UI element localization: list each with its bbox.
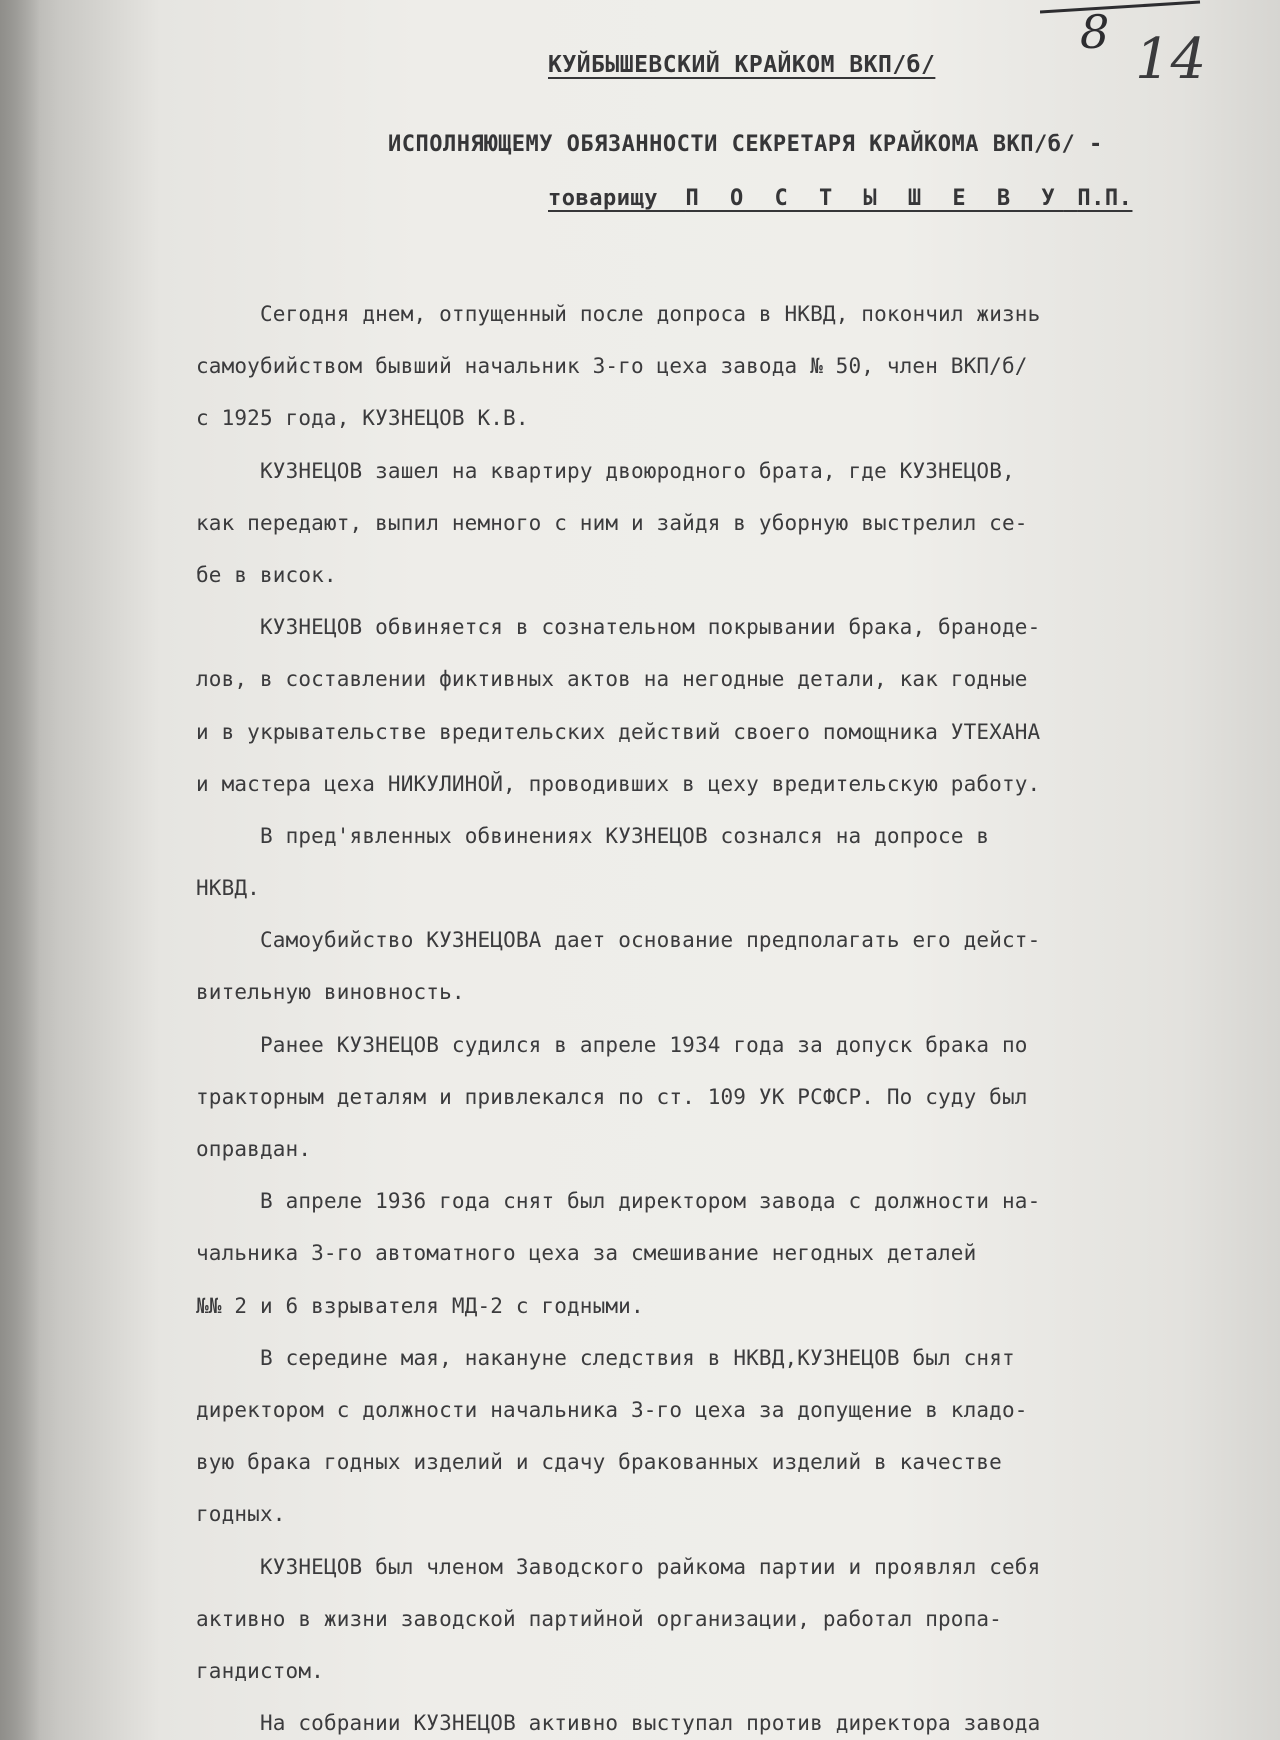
addressee-initials: П.П. xyxy=(1077,186,1133,211)
body-line: оправдан. xyxy=(196,1137,312,1161)
body-line: В апреле 1936 года снят был директором завода с должности на- xyxy=(260,1189,1041,1214)
page-number: 14 xyxy=(1135,27,1207,90)
body-line: №№ 2 и 6 взрывателя МД-2 с годными. xyxy=(196,1293,644,1318)
document-org-heading xyxy=(120,52,1280,78)
body-line: тракторным деталям и привлекался по ст. 109 УК РСФСР. По суду был xyxy=(196,1084,1028,1109)
body-line: вительную виновность. xyxy=(196,980,465,1005)
struck-page-number: 8 xyxy=(1080,5,1110,59)
body-line: КУЗНЕЦОВ обвиняется в сознательном покрывании брака, браноде- xyxy=(260,615,1041,640)
body-line: лов, в составлении фиктивных актов на негодные детали, как годные xyxy=(196,667,1028,692)
addressee-salutation: товарищу П О С Т Ы Ш Е В У П.П. xyxy=(548,186,1133,211)
body-line: Сегодня днем, отпущенный после допроса в НКВД, покончил жизнь xyxy=(260,302,1041,326)
body-line: как передают, выпил немного с ним и зайдя в уборную выстрелил се- xyxy=(196,510,1028,535)
body-line: с 1925 года, КУЗНЕЦОВ К.В. xyxy=(196,406,529,431)
body-line: гандистом. xyxy=(196,1658,324,1683)
body-line: самоубийством бывший начальник 3-го цеха завода № 50, член ВКП/б/ xyxy=(196,354,1028,379)
body-line: В середине мая, накануне следствия в НКВД,КУЗНЕЦОВ был снят xyxy=(260,1345,1015,1370)
addressee-surname: П О С Т Ы Ш Е В У xyxy=(685,186,1064,211)
org-name: КУЙБЫШЕВСКИЙ КРАЙКОМ ВКП/б/ xyxy=(548,52,936,78)
body-line: и в укрывательстве вредительских действий своего помощника УТЕХАНА xyxy=(196,719,1041,744)
body-line: НКВД. xyxy=(196,876,260,901)
body-line: чальника 3-го автоматного цеха за смешивание негодных деталей xyxy=(196,1241,977,1266)
body-line: Самоубийство КУЗНЕЦОВА дает основание предполагать его дейст- xyxy=(260,928,1041,953)
page-edge-shadow xyxy=(0,0,40,1740)
addressee-line xyxy=(0,132,1280,157)
body-line: На собрании КУЗНЕЦОВ активно выступал против директора завода xyxy=(260,1711,1041,1736)
body-line: КУЗНЕЦОВ зашел на квартиру двоюродного брата, где КУЗНЕЦОВ, xyxy=(260,458,1015,483)
document-body xyxy=(196,288,1266,1740)
body-line: директором с должности начальника 3-го цеха за допущение в кладо- xyxy=(196,1397,1028,1422)
body-line: годных. xyxy=(196,1502,286,1527)
body-line: В пред'явленных обвинениях КУЗНЕЦОВ сознался на допросе в xyxy=(260,823,990,848)
addressee-name-line xyxy=(0,186,1280,211)
body-line: вую брака годных изделий и сдачу бракованных изделий в качестве xyxy=(196,1450,1002,1475)
addressee-title: ИСПОЛНЯЮЩЕМУ ОБЯЗАННОСТИ СЕКРЕТАРЯ КРАЙКОМА ВКП/б/ - xyxy=(388,132,1103,157)
body-line: и мастера цеха НИКУЛИНОЙ, проводивших в цеху вредительскую работу. xyxy=(196,771,1041,796)
body-line: Ранее КУЗНЕЦОВ судился в апреле 1934 года за допуск брака по xyxy=(260,1032,1028,1057)
body-line: активно в жизни заводской партийной организации, работал пропа- xyxy=(196,1606,1002,1631)
body-line: бе в висок. xyxy=(196,562,337,587)
body-line: КУЗНЕЦОВ был членом Заводского райкома партии и проявлял себя xyxy=(260,1554,1041,1579)
